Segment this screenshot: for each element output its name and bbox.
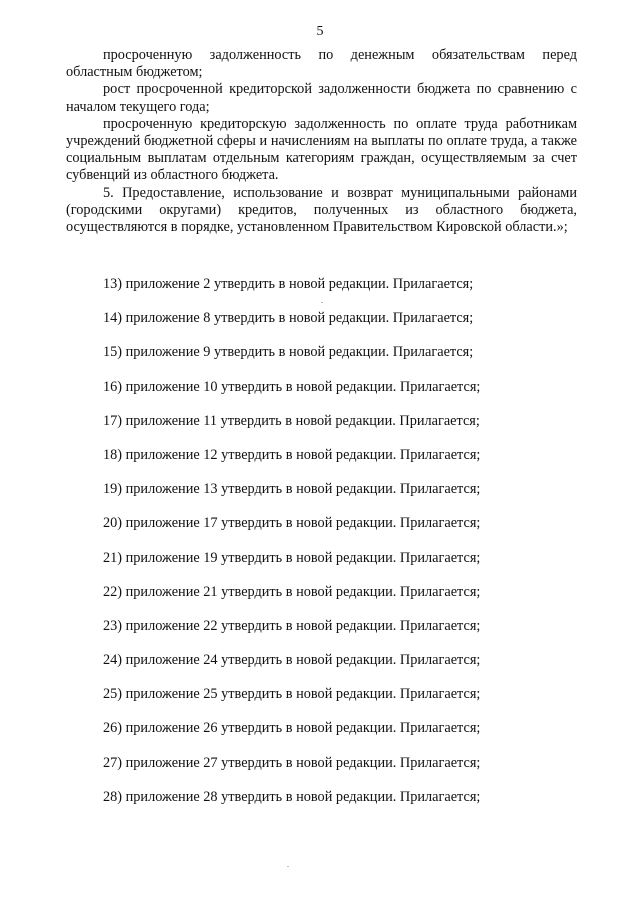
list-item: 15) приложение 9 утвердить в новой редакции. Прилагается; bbox=[103, 344, 474, 361]
page-number: 5 bbox=[316, 24, 324, 39]
list-item: 16) приложение 10 утвердить в новой редакции. Прилагается; bbox=[103, 378, 481, 395]
paragraph: 5. Предоставление, использование и возврат муниципальными районами (городскими округами) кредитов, полученных из областного бюджета, осуществляются в порядке, установленном Правительством Кировской области.»; bbox=[66, 184, 577, 236]
list-item: 21) приложение 19 утвердить в новой редакции. Прилагается; bbox=[103, 549, 481, 566]
list-item: 19) приложение 13 утвердить в новой редакции. Прилагается; bbox=[103, 481, 481, 498]
list-item: 24) приложение 24 утвердить в новой редакции. Прилагается; bbox=[103, 652, 481, 669]
paragraph: рост просроченной кредиторской задолженности бюджета по сравнению с началом текущего года; bbox=[66, 81, 577, 115]
intro-text bbox=[66, 47, 577, 236]
list-item: 27) приложение 27 утвердить в новой редакции. Прилагается; bbox=[103, 754, 481, 771]
list-item: 25) приложение 25 утвердить в новой редакции. Прилагается; bbox=[103, 686, 481, 703]
list-item: 20) приложение 17 утвердить в новой редакции. Прилагается; bbox=[103, 515, 481, 532]
paragraph: просроченную задолженность по денежным обязательствам перед областным бюджетом; bbox=[66, 47, 577, 81]
paragraph: просроченную кредиторскую задолженность по оплате труда работникам учреждений бюджетной сферы и начислениям на выплаты по оплате труда, а также социальным выплатам отдельным категориям граждан, осуществляемым за счет субвенций из областного бюджета. bbox=[66, 115, 577, 184]
scan-speck bbox=[321, 302, 323, 303]
list-item: 26) приложение 26 утвердить в новой редакции. Прилагается; bbox=[103, 720, 481, 737]
scan-speck bbox=[287, 866, 289, 867]
list-item: 18) приложение 12 утвердить в новой редакции. Прилагается; bbox=[103, 446, 481, 463]
list-item: 13) приложение 2 утвердить в новой редакции. Прилагается; bbox=[103, 276, 474, 292]
list-item: 22) приложение 21 утвердить в новой редакции. Прилагается; bbox=[103, 583, 481, 600]
list-item: 17) приложение 11 утвердить в новой редакции. Прилагается; bbox=[103, 412, 480, 429]
list-item: 14) приложение 8 утвердить в новой редакции. Прилагается; bbox=[103, 310, 474, 327]
list-item: 23) приложение 22 утвердить в новой редакции. Прилагается; bbox=[103, 617, 481, 634]
list-item: 28) приложение 28 утвердить в новой редакции. Прилагается; bbox=[103, 788, 481, 805]
amendment-list bbox=[0, 267, 640, 814]
